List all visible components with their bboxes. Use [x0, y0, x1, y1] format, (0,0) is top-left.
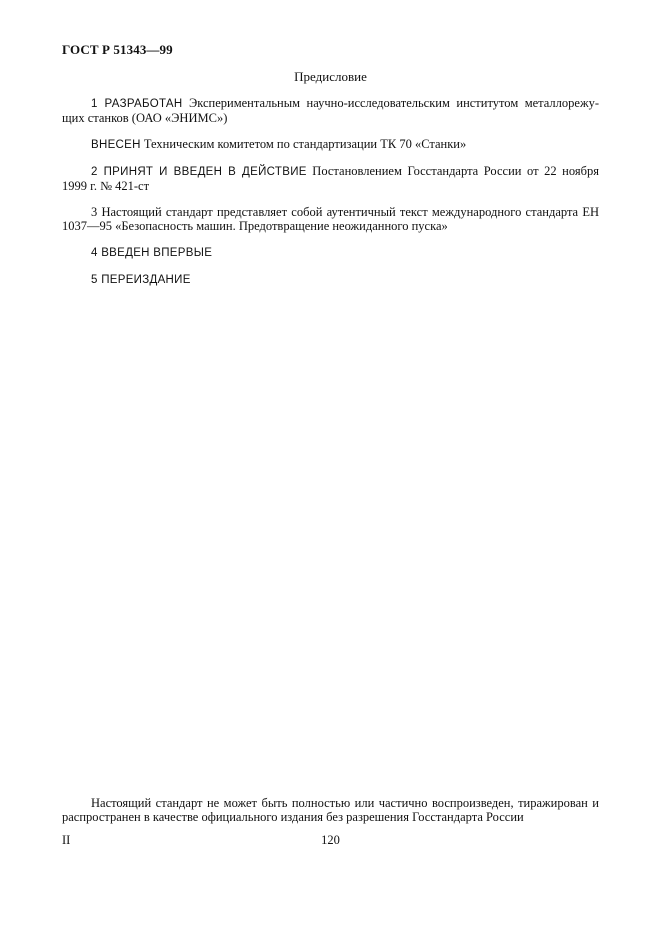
item-lead: 5 ПЕРЕИЗДАНИЕ [91, 274, 191, 286]
preface-item-reissue [62, 272, 599, 287]
preface-item-adopted [62, 164, 599, 193]
page-number: 120 [321, 833, 340, 847]
item-text: Постановлением Госстандарта России от 22 ноября 1999 г. № 421-ст [62, 164, 599, 193]
item-lead: 1 РАЗРАБОТАН [91, 98, 183, 110]
item-text: Экспериментальным научно-исследовательским институтом металлорежу-щих станков (ОАО «ЭНИМС») [62, 96, 599, 125]
section-heading: Предисловие [294, 69, 367, 84]
document-code: ГОСТ Р 51343—99 [62, 42, 173, 57]
preface-content [62, 96, 599, 299]
item-text: Настоящий стандарт представляет собой аутентичный текст международного стандарта ЕН 1037—95 «Безопасность машин. Предотвращение неожиданного пуска» [62, 205, 599, 233]
item-text: Техническим комитетом по стандартизации ТК 70 «Станки» [140, 137, 467, 151]
preface-item-introduced [62, 137, 599, 152]
item-lead: ВНЕСЕН [91, 139, 141, 151]
item-lead: 3 [91, 205, 98, 219]
copyright-notice: Настоящий стандарт не может быть полностью или частично воспроизведен, тиражирован и распространен в качестве официального издания без разрешения Госстандарта России [62, 795, 599, 824]
preface-item-first-introduced [62, 245, 599, 260]
roman-page-number: II [62, 833, 71, 847]
preface-item-authentic-text [62, 205, 599, 233]
item-lead: 2 ПРИНЯТ И ВВЕДЕН В ДЕЙСТВИЕ [91, 166, 307, 178]
preface-item-developed [62, 96, 599, 125]
item-lead: 4 ВВЕДЕН ВПЕРВЫЕ [91, 247, 213, 259]
